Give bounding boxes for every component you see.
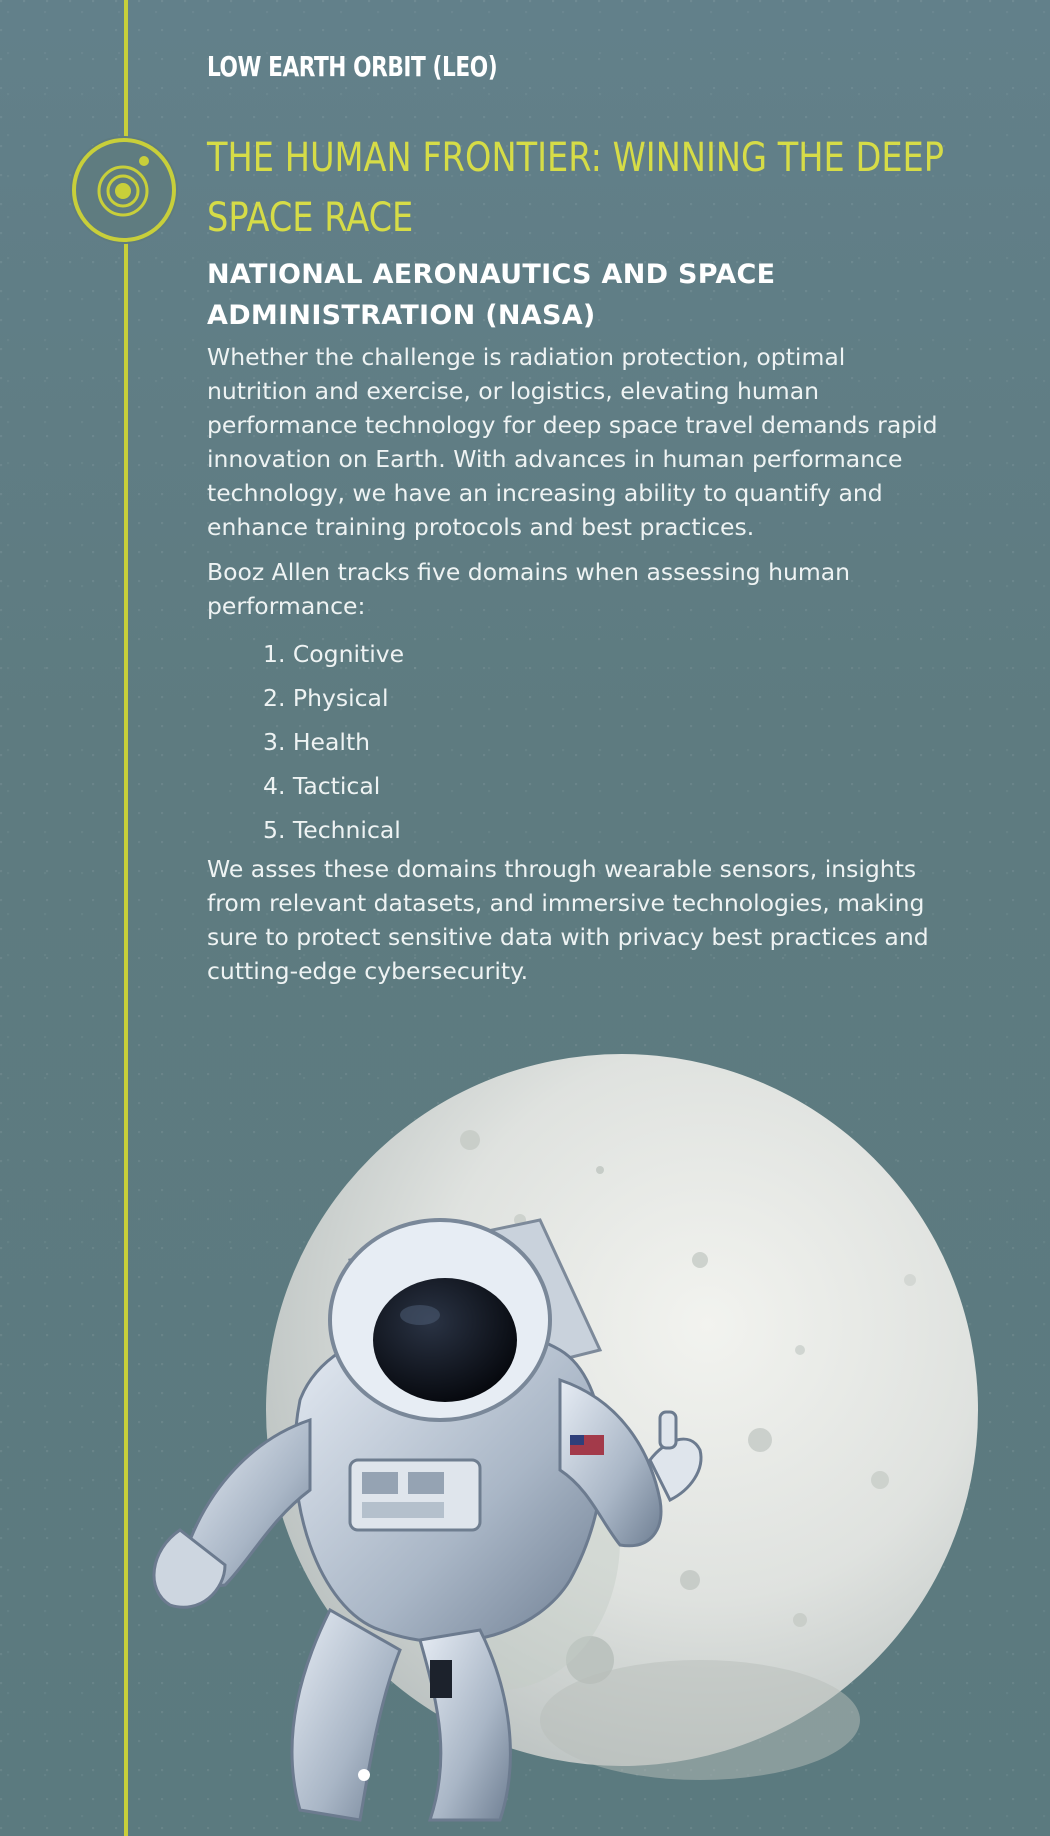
domains-list: [263, 632, 404, 852]
star-dot: [358, 1769, 370, 1781]
list-item: 2. Physical: [263, 684, 389, 712]
organization-heading: NATIONAL AERONAUTICS AND SPACE ADMINISTRATION (NASA): [207, 259, 776, 331]
list-item: 5. Technical: [263, 816, 401, 844]
list-item: 1. Cognitive: [263, 640, 405, 668]
section-eyebrow: LOW EARTH ORBIT (LEO): [207, 50, 498, 83]
list-item: 4. Tactical: [263, 772, 381, 800]
closing-paragraph: We asses these domains through wearable sensors, insights from relevant datasets, and immersive technologies, making sure to protect sensitive data with privacy best practices and cutting-edge cybersecurity.: [207, 855, 929, 985]
astronaut-moon-illustration: [0, 1020, 1050, 1836]
list-item: 3. Health: [263, 728, 371, 756]
orbit-icon: [70, 136, 178, 244]
page-title: THE HUMAN FRONTIER: WINNING THE DEEP SPACE RACE: [207, 135, 945, 241]
domains-intro-paragraph: Booz Allen tracks five domains when assessing human performance:: [207, 558, 851, 620]
intro-paragraph: Whether the challenge is radiation protection, optimal nutrition and exercise, or logistics, elevating human performance technology for deep space travel demands rapid innovation on Earth. With advances in human performance technology, we have an increasing ability to quantify and enhance training protocols and best practices.: [207, 343, 938, 541]
